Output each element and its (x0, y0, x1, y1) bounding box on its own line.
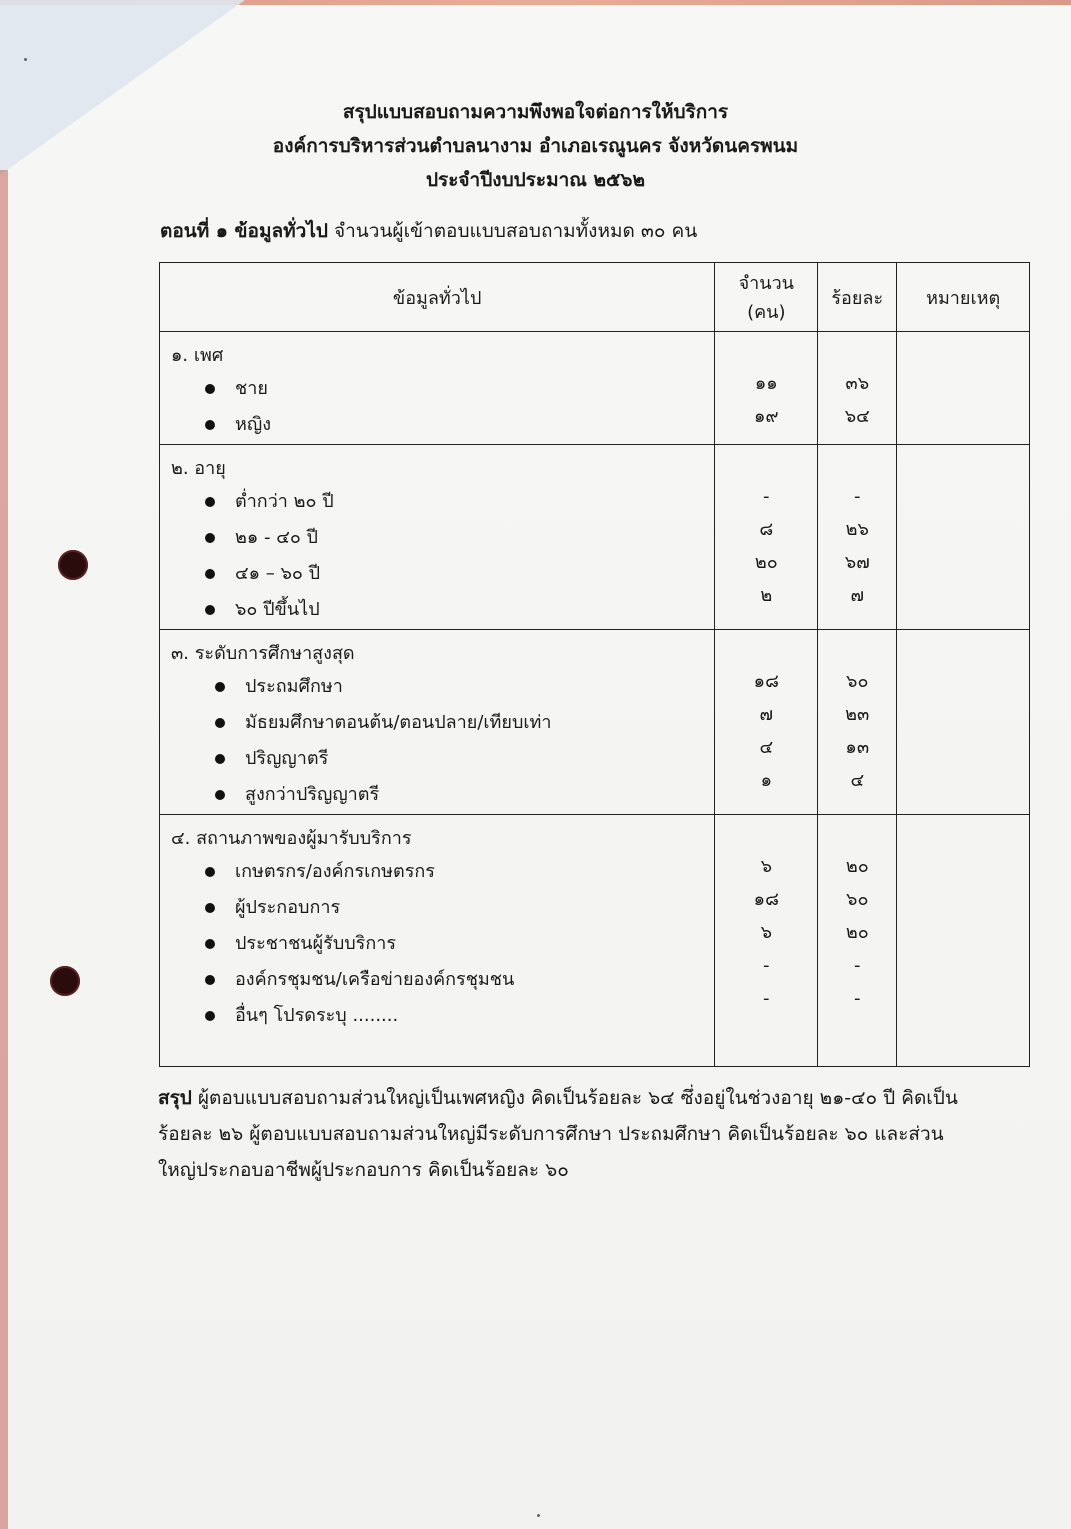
bullet-icon (205, 384, 215, 394)
summary-label: สรุป (158, 1087, 192, 1109)
table-row-age (160, 445, 1030, 630)
bullet-icon (205, 903, 215, 913)
table-row-status (160, 815, 1030, 1067)
list-item: มัธยมศึกษาตอนต้น/ตอนปลาย/เทียบเท่า (161, 705, 713, 741)
category-title: ๒. อายุ (171, 458, 226, 479)
note-cell (897, 630, 1030, 815)
table-row-education (160, 630, 1030, 815)
category-title: ๔. สถานภาพของผู้มารับบริการ (171, 828, 412, 849)
bullet-icon (205, 533, 215, 543)
percent-cell: - ๒๖ ๖๗ ๗ (818, 445, 897, 630)
header-organization: องค์การบริหารส่วนตำบลนางาม อำเภอเรณูนคร จังหวัดนครพนม (272, 135, 799, 157)
category-cell (160, 815, 715, 1067)
note-cell (897, 445, 1030, 630)
bullet-icon (205, 605, 215, 615)
list-item: ผู้ประกอบการ (161, 890, 713, 926)
document-header (0, 95, 1071, 197)
list-item: องค์กรชุมชน/เครือข่ายองค์กรชุมชน (161, 962, 713, 998)
percent-cell: ๓๖ ๖๔ (818, 332, 897, 445)
bullet-icon (205, 569, 215, 579)
paper-speck (537, 1514, 540, 1517)
list-item: ๖๐ ปีขึ้นไป (161, 592, 713, 628)
header-note: หมายเหตุ (897, 263, 1030, 332)
header-fiscal-year: ประจำปีงบประมาณ ๒๕๖๒ (425, 169, 646, 191)
list-item: ต่ำกว่า ๒๐ ปี (161, 484, 713, 520)
list-item: ๒๑ - ๔๐ ปี (161, 520, 713, 556)
table-row-gender (160, 332, 1030, 445)
list-item: หญิง (161, 407, 713, 443)
category-cell (160, 445, 715, 630)
list-item: ปริญญาตรี (161, 741, 713, 777)
category-cell (160, 332, 715, 445)
bullet-icon (215, 682, 225, 692)
bullet-icon (205, 975, 215, 985)
count-cell: ๑๘ ๗ ๔ ๑ (715, 630, 818, 815)
list-item: สูงกว่าปริญญาตรี (161, 777, 713, 813)
bullet-icon (215, 754, 225, 764)
list-item: ๔๑ – ๖๐ ปี (161, 556, 713, 592)
count-cell: ๖ ๑๘ ๖ - - (715, 815, 818, 1067)
list-item: เกษตรกร/องค์กรเกษตรกร (161, 854, 713, 890)
count-cell: - ๘ ๒๐ ๒ (715, 445, 818, 630)
punch-hole-top (58, 550, 88, 580)
section-heading (160, 216, 1020, 246)
list-item: ประชาชนผู้รับบริการ (161, 926, 713, 962)
section-respondent-count: จำนวนผู้เข้าตอบแบบสอบถามทั้งหมด ๓๐ คน (333, 220, 698, 242)
bullet-icon (205, 1011, 215, 1021)
section-label: ตอนที่ ๑ ข้อมูลทั่วไป (160, 220, 328, 242)
punch-hole-bottom (50, 966, 80, 996)
table-header-row (160, 263, 1030, 332)
summary-paragraph (158, 1080, 988, 1188)
percent-cell: ๖๐ ๒๓ ๑๓ ๔ (818, 630, 897, 815)
note-cell (897, 815, 1030, 1067)
list-item: อื่นๆ โปรดระบุ ........ (161, 998, 713, 1034)
bullet-icon (205, 867, 215, 877)
category-title: ๑. เพศ (171, 345, 224, 366)
bullet-icon (205, 420, 215, 430)
header-title: สรุปแบบสอบถามความพึงพอใจต่อการให้บริการ (342, 101, 729, 123)
bullet-icon (215, 790, 225, 800)
bullet-icon (215, 718, 225, 728)
note-cell (897, 332, 1030, 445)
general-info-table (159, 262, 1030, 1067)
list-item: ชาย (161, 371, 713, 407)
summary-line-3: ใหญ่ประกอบอาชีพผู้ประกอบการ คิดเป็นร้อยละ ๖๐ (158, 1159, 569, 1181)
percent-cell: ๒๐ ๖๐ ๒๐ - - (818, 815, 897, 1067)
summary-line-2: ร้อยละ ๒๖ ผู้ตอบแบบสอบถามส่วนใหญ่มีระดับการศึกษา ประถมศึกษา คิดเป็นร้อยละ ๖๐ และส่วน (158, 1123, 944, 1145)
summary-line-1: ผู้ตอบแบบสอบถามส่วนใหญ่เป็นเพศหญิง คิดเป็นร้อยละ ๖๔ ซึ่งอยู่ในช่วงอายุ ๒๑-๔๐ ปี คิดเป็น (197, 1087, 958, 1109)
category-cell (160, 630, 715, 815)
header-percent: ร้อยละ (818, 263, 897, 332)
header-info: ข้อมูลทั่วไป (160, 263, 715, 332)
paper-speck (24, 58, 27, 61)
count-cell: ๑๑ ๑๙ (715, 332, 818, 445)
list-item: ประถมศึกษา (161, 669, 713, 705)
bullet-icon (205, 939, 215, 949)
category-title: ๓. ระดับการศึกษาสูงสุด (171, 643, 355, 664)
page-left-edge (0, 170, 8, 1529)
bullet-icon (205, 497, 215, 507)
header-count: จำนวน (คน) (715, 263, 818, 332)
